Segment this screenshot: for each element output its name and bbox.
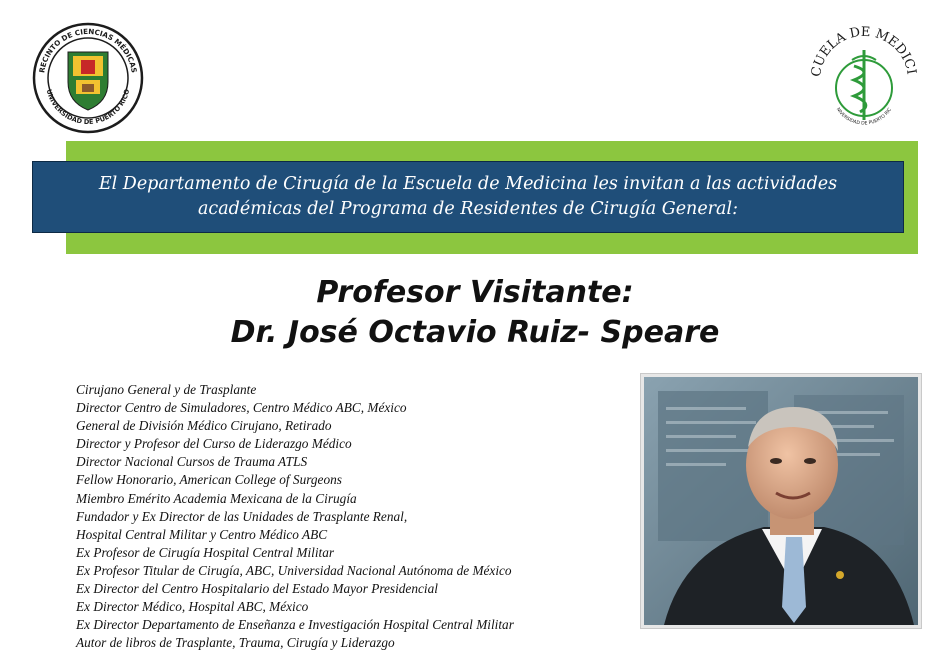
svg-text:ESCUELA DE MEDICINA: CUELA DE MEDICI bbox=[810, 24, 918, 78]
portrait-graphic bbox=[644, 377, 918, 625]
credential-item: General de División Médico Cirujano, Retirado bbox=[76, 418, 332, 434]
svg-text:UNIVERSIDAD DE PUERTO RICO: UNIVERSIDAD DE PUERTO RICO bbox=[44, 88, 132, 127]
banner-line-1: El Departamento de Cirugía de la Escuela de Medicina les invitan a las actividades bbox=[98, 174, 838, 194]
credential-item: Ex Profesor de Cirugía Hospital Central Militar bbox=[76, 544, 335, 560]
credential-item: Ex Profesor Titular de Cirugía, ABC, Universidad Nacional Autónoma de México bbox=[76, 562, 512, 578]
credential-item: Hospital Central Militar y Centro Médico ABC bbox=[76, 526, 328, 542]
credential-item: Ex Director Médico, Hospital ABC, México bbox=[76, 599, 309, 615]
credential-item: Ex Director del Centro Hospitalario del Estado Mayor Presidencial bbox=[76, 581, 438, 597]
credentials-list bbox=[76, 381, 636, 652]
credential-item: Director Nacional Cursos de Trauma ATLS bbox=[76, 454, 308, 470]
credential-item: Ex Director Departamento de Enseñanza e Investigación Hospital Central Militar bbox=[76, 617, 514, 633]
credential-item: Fellow Honorario, American College of Surgeons bbox=[76, 472, 342, 488]
credential-item: Miembro Emérito Academia Mexicana de la Cirugía bbox=[76, 490, 357, 506]
speaker-portrait-photo bbox=[641, 374, 921, 628]
rcm-seal-graphic bbox=[32, 22, 144, 134]
credential-item: Director y Profesor del Curso de Liderazgo Médico bbox=[76, 436, 352, 452]
invitation-banner bbox=[32, 161, 904, 233]
title-visiting-professor: Profesor Visitante: bbox=[316, 275, 634, 310]
rcm-seal-logo bbox=[32, 22, 144, 134]
credential-item: Fundador y Ex Director de las Unidades de Trasplante Renal, bbox=[76, 508, 408, 524]
svg-text:RECINTO DE CIENCIAS MÉDICAS: RECINTO DE CIENCIAS MÉDICAS bbox=[37, 26, 139, 74]
svg-text:UNIVERSIDAD DE PUERTO RICO: NIVERSIDAD DE PUERTO RIC bbox=[834, 107, 894, 127]
title-speaker-name: Dr. José Octavio Ruiz- Speare bbox=[230, 315, 720, 350]
credential-item: Autor de libros de Trasplante, Trauma, Cirugía y Liderazgo bbox=[76, 635, 395, 651]
banner-line-2: académicas del Programa de Residentes de Cirugía General: bbox=[198, 199, 738, 219]
credential-item: Cirujano General y de Trasplante bbox=[76, 382, 257, 397]
escuela-medicina-logo bbox=[810, 16, 918, 128]
escuela-medicina-graphic bbox=[810, 16, 918, 128]
credential-item: Director Centro de Simuladores, Centro Médico ABC, México bbox=[76, 400, 407, 416]
